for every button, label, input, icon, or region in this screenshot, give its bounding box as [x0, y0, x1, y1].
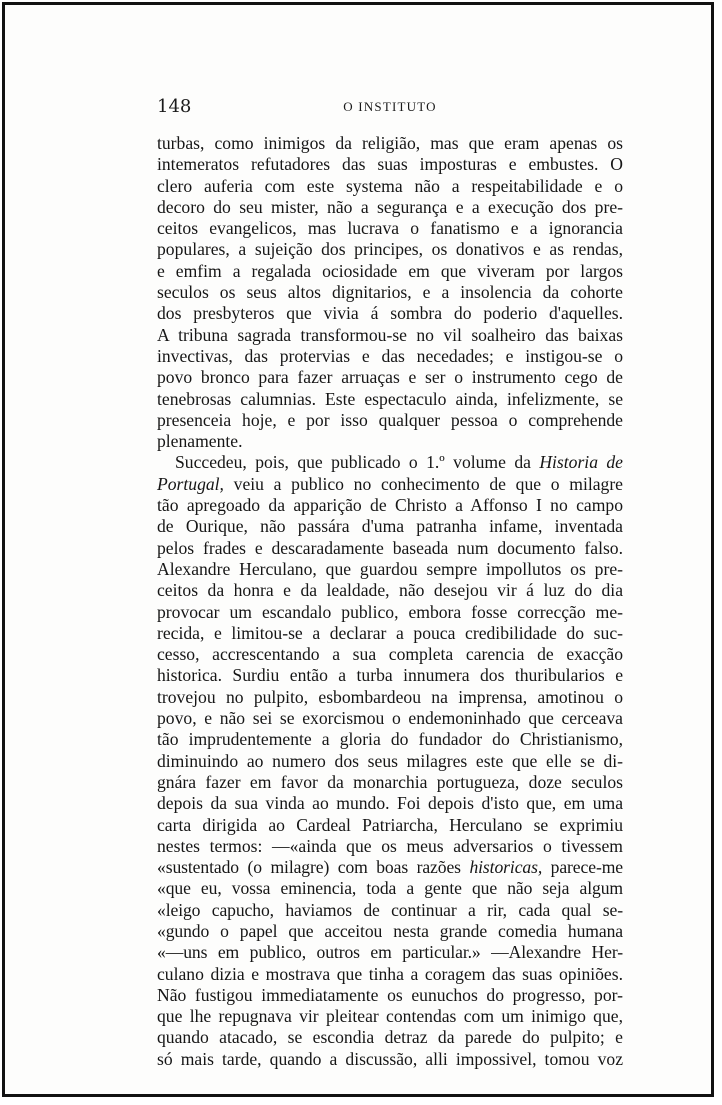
- italic-word: historicas,: [469, 857, 543, 878]
- text-line: culano dizia e mostrava que tinha a coragem das suas opiniões.: [157, 963, 623, 984]
- text-line: trovejou no pulpito, esbombardeou na imprensa, amotinou o: [157, 686, 623, 707]
- text-line: «leigo capucho, haviamos de continuar a rir, cada qual se-: [157, 899, 623, 920]
- text-line: seculos os seus altos dignitarios, e a insolencia da cohorte: [157, 282, 623, 303]
- text-line: povo, e não sei se exorcismou o endemoninhado que cerceava: [157, 708, 623, 729]
- italic-title: Historia de: [539, 452, 623, 473]
- text-line: depois da sua vinda ao mundo. Foi depois d'isto que, em uma: [157, 793, 623, 814]
- text-line: historica. Surdiu então a turba innumera dos thuribularios e: [157, 665, 623, 686]
- text-line: carta dirigida ao Cardeal Patriarcha, Herculano se exprimiu: [157, 814, 623, 835]
- text-line: «—uns em publico, outros em particular.» —Alexandre Her-: [157, 942, 623, 963]
- text-line: dos presbyteros que vivia á sombra do poderio d'aquelles.: [157, 303, 623, 324]
- text-line: diminuindo ao numero dos seus milagres este que elle se di-: [157, 750, 623, 771]
- text-line: [157, 452, 623, 473]
- text-line: [157, 474, 623, 495]
- text-line: «gundo o papel que acceitou nesta grande comedia humana: [157, 920, 623, 941]
- text-line: tenebrosas calumnias. Este espectaculo ainda, infelizmente, se: [157, 388, 623, 409]
- text-line: intemeratos refutadores das suas imposturas e embustes. O: [157, 154, 623, 175]
- text-line: e emfim a regalada ociosidade em que viveram por largos: [157, 260, 623, 281]
- text-line: turbas, como inimigos da religião, mas que eram apenas os: [157, 133, 623, 153]
- text-line: invectivas, das protervias e das necedades; e instigou-se o: [157, 345, 623, 366]
- text-line: cesso, accrescentando a sua completa carencia de exacção: [157, 644, 623, 665]
- text-segment: «sustentado (o milagre) com boas razões: [157, 857, 470, 878]
- text-line: só mais tarde, quando a discussão, alli impossivel, tomou voz: [157, 1048, 623, 1069]
- text-line: presenceia hoje, e por isso qualquer pessoa o comprehende: [157, 409, 623, 430]
- italic-title: Portugal,: [157, 473, 224, 494]
- text-line: gnára fazer em favor da monarchia portugueza, doze seculos: [157, 771, 623, 792]
- text-line: [157, 857, 623, 878]
- text-line: tão imprudentemente a gloria do fundador do Christianismo,: [157, 729, 623, 750]
- text-segment: veiu a publico no conhecimento de que o milagre: [223, 473, 623, 494]
- text-line: Alexandre Herculano, que guardou sempre impollutos os pre-: [157, 558, 623, 579]
- page-header: [157, 96, 623, 120]
- text-line: quando atacado, se escondia detraz da parede do pulpito; e: [157, 1027, 623, 1048]
- text-line: clero auferia com este systema não a respeitabilidade e o: [157, 175, 623, 196]
- text-line: provocar um escandalo publico, embora fosse correcção me-: [157, 601, 623, 622]
- text-line: ceitos da honra e da lealdade, não desejou vir á luz do dia: [157, 580, 623, 601]
- text-line: recida, e limitou-se a declarar a pouca credibilidade do suc-: [157, 622, 623, 643]
- text-line: Não fustigou immediatamente os eunuchos do progresso, por-: [157, 984, 623, 1005]
- text-line: nestes termos: —«ainda que os meus adversarios o tivessem: [157, 835, 623, 856]
- text-line: populares, a sujeição dos principes, os donativos e as rendas,: [157, 239, 623, 260]
- text-segment: parece-me: [542, 857, 623, 878]
- body-text: [157, 133, 623, 1070]
- page-number: 148: [157, 96, 192, 117]
- text-line: decoro do seu mister, não a segurança e a execução dos pre-: [157, 196, 623, 217]
- text-line: ceitos evangelicos, mas lucrava o fanatismo e a ignorancia: [157, 218, 623, 239]
- text-line: plenamente.: [157, 431, 243, 452]
- text-line: que lhe repugnava vir pleitear contendas com um inimigo que,: [157, 1006, 623, 1027]
- text-line: de Ourique, não passára d'uma patranha infame, inventada: [157, 516, 623, 537]
- text-line: tão apregoado da apparição de Christo a Affonso I no campo: [157, 495, 623, 516]
- text-line: A tribuna sagrada transformou-se no vil soalheiro das baixas: [157, 324, 623, 345]
- text-line: pelos frades e descaradamente baseada num documento falso.: [157, 537, 623, 558]
- text-line: «que eu, vossa eminencia, toda a gente que não seja algum: [157, 878, 623, 899]
- running-title: O INSTITUTO: [343, 99, 437, 114]
- text-line: povo bronco para fazer arruaças e ser o instrumento cego de: [157, 367, 623, 388]
- text-segment: Succedeu, pois, que publicado o 1.º volume da: [175, 452, 540, 473]
